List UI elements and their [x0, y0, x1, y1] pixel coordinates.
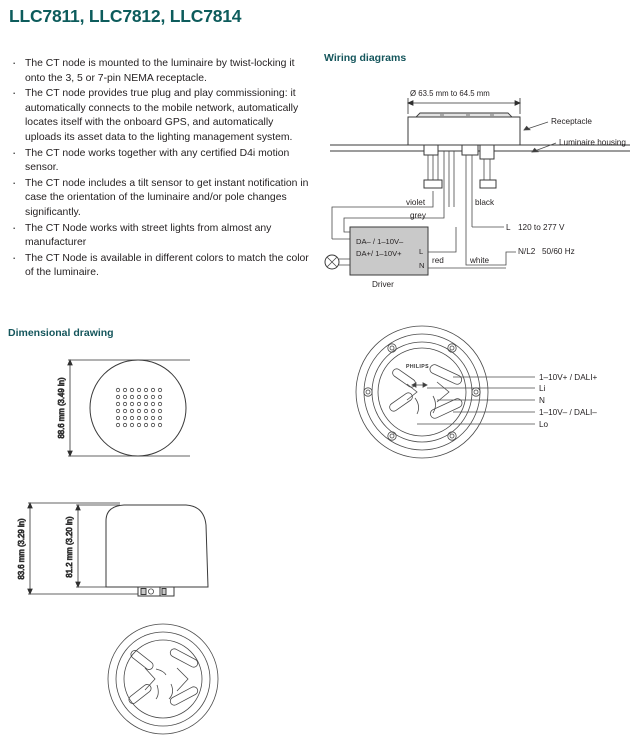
wire-collars — [424, 145, 494, 159]
connector-face-diagram — [355, 322, 640, 462]
diameter-dimension-label: Ø 63.5 mm to 64.5 mm — [410, 89, 490, 98]
top-view-dimension-label: 88.6 mm (3.49 in) — [57, 377, 66, 439]
wiring-diagram — [320, 72, 640, 292]
grey-wire-label: grey — [410, 211, 426, 220]
driver-label: Driver — [372, 280, 394, 289]
lamp-icon — [325, 255, 350, 269]
connector-contacts — [415, 396, 436, 414]
side-view-body — [106, 505, 208, 587]
luminaire-housing-callout-label: Luminaire housing — [559, 138, 626, 147]
wiring-diagrams-heading: Wiring diagrams — [324, 52, 407, 64]
bottom-view-drawing — [85, 622, 245, 737]
connector-rings — [356, 326, 488, 458]
list-item: · The CT Node is available in different colors to match the color of the luminaire. — [9, 252, 309, 281]
supply-frequency-label: 50/60 Hz — [542, 247, 575, 256]
driver-box — [350, 227, 428, 289]
dimensional-drawing-heading: Dimensional drawing — [8, 327, 114, 339]
connector-blades-left — [388, 367, 417, 412]
red-wire-path — [428, 227, 456, 252]
orientation-indicator — [412, 383, 427, 387]
top-view-drawing — [40, 350, 280, 470]
pin-label-4: Lo — [539, 420, 549, 429]
list-item: · The CT node includes a tilt sensor to get instant notification in case the orientation of the luminaire and/or pole changes significantly. — [9, 177, 309, 221]
supply-voltage-label: 120 to 277 V — [518, 223, 565, 232]
list-item: · The CT node works together with any certified D4i motion sensor. — [9, 147, 309, 176]
page-title: LLC7811, LLC7812, LLC7814 — [9, 6, 242, 26]
supply-line-label: L — [506, 223, 511, 232]
list-item: · The CT node is mounted to the luminaire by twist-locking it onto the 3, 5 or 7-pin NEMA receptacle. — [9, 57, 309, 86]
feature-list — [9, 57, 309, 282]
side-view-overall-label: 83.6 mm (3.29 in) — [17, 518, 26, 580]
diameter-dimension — [408, 89, 520, 114]
driver-terminal-l: L — [419, 247, 424, 256]
top-view-body — [90, 360, 186, 456]
wire-bundle — [424, 151, 496, 227]
receptacle-callout-label: Receptacle — [551, 117, 592, 126]
bottom-view-contacts — [156, 669, 173, 699]
driver-terminal-dim-plus: DA+/ 1–10V+ — [356, 249, 402, 258]
pin-label-3: 1–10V– / DALI– — [539, 408, 597, 417]
red-wire-label: red — [432, 256, 444, 265]
black-wire-label: black — [475, 198, 495, 207]
white-wire-label: white — [470, 256, 490, 265]
violet-wire-label: violet — [406, 198, 426, 207]
driver-terminal-dim-minus: DA– / 1–10V– — [356, 237, 404, 246]
side-view-base-connector — [138, 587, 174, 596]
list-item: · The CT Node works with street lights from almost any manufacturer — [9, 222, 309, 251]
bottom-view-blades-left — [127, 649, 155, 705]
driver-terminal-n: N — [419, 261, 425, 270]
bottom-view-rings — [108, 624, 218, 734]
side-view-body-label: 81.2 mm (3.20 in) — [65, 516, 74, 578]
pin-label-1: Li — [539, 384, 546, 393]
pin-label-2: N — [539, 396, 545, 405]
side-view-drawing — [10, 495, 260, 610]
philips-brand-label: PHILIPS — [406, 364, 429, 370]
supply-neutral-label: N/L2 — [518, 247, 536, 256]
receptacle-callout — [524, 117, 592, 130]
receptacle-body — [408, 113, 520, 145]
mounting-screws — [364, 344, 480, 440]
pin-label-0: 1–10V+ / DALI+ — [539, 373, 598, 382]
list-item: · The CT node provides true plug and play commissioning: it automatically connects to the mobile network, automatically locates itself with the onboard GPS, and automatically uploads its asset data to the lighting management system. — [9, 87, 309, 145]
